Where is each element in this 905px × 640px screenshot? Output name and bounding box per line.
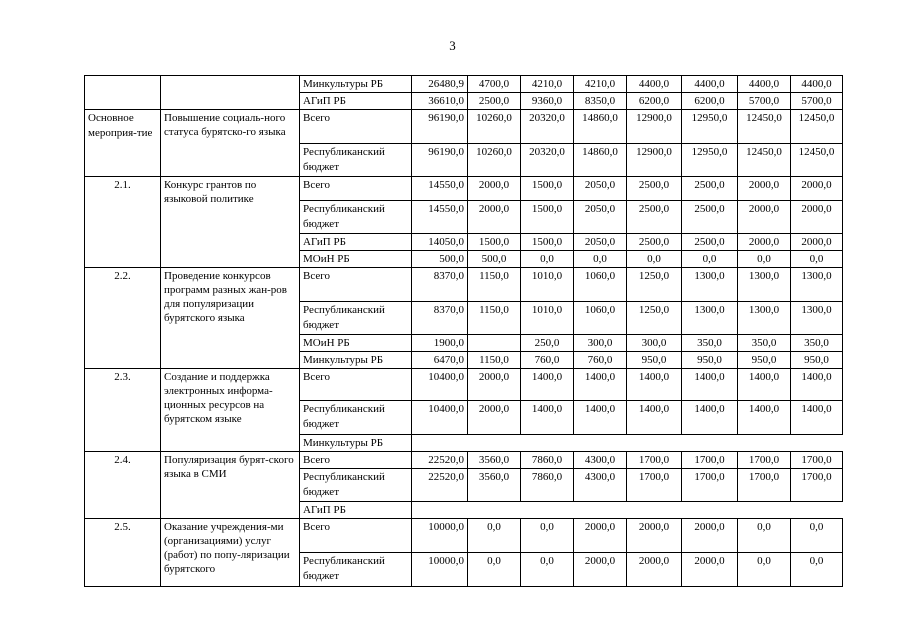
year-value-cell: 2500,0 — [627, 201, 682, 234]
year-value-cell: 950,0 — [791, 352, 843, 369]
year-value-cell: 2000,0 — [627, 553, 682, 587]
year-value-cell: 2000,0 — [468, 201, 521, 234]
year-value-cell: 7860,0 — [521, 469, 574, 502]
year-value-cell: 10260,0 — [468, 144, 521, 177]
year-value-cell: 2000,0 — [574, 519, 627, 553]
total-cell: 8370,0 — [412, 268, 468, 302]
funding-source-cell: МОиН РБ — [300, 335, 412, 352]
activity-name-cell: Популяризация бурят-ского языка в СМИ — [161, 452, 300, 519]
year-value-cell: 1500,0 — [521, 234, 574, 251]
year-value-cell: 14860,0 — [574, 144, 627, 177]
year-value-cell: 4700,0 — [468, 76, 521, 93]
year-value-cell: 950,0 — [682, 352, 738, 369]
empty-value-cell — [412, 502, 843, 519]
year-value-cell: 2050,0 — [574, 234, 627, 251]
year-value-cell: 4300,0 — [574, 469, 627, 502]
year-value-cell: 9360,0 — [521, 93, 574, 110]
activity-name-cell: Проведение конкурсов программ разных жан-ров для популяризации бурятского языка — [161, 268, 300, 369]
funding-source-cell: Всего — [300, 110, 412, 144]
year-value-cell: 2000,0 — [682, 519, 738, 553]
year-value-cell: 2000,0 — [791, 234, 843, 251]
year-value-cell: 2500,0 — [468, 93, 521, 110]
activity-name-cell: Создание и поддержка электронных информа-ционных ресурсов на бурятском языке — [161, 369, 300, 452]
year-value-cell: 4210,0 — [521, 76, 574, 93]
total-cell: 14550,0 — [412, 201, 468, 234]
year-value-cell: 760,0 — [521, 352, 574, 369]
year-value-cell: 1700,0 — [791, 452, 843, 469]
year-value-cell: 1300,0 — [791, 268, 843, 302]
year-value-cell — [468, 335, 521, 352]
year-value-cell: 12900,0 — [627, 110, 682, 144]
funding-source-cell: МОиН РБ — [300, 251, 412, 268]
funding-source-cell: Республиканский бюджет — [300, 144, 412, 177]
year-value-cell: 4300,0 — [574, 452, 627, 469]
table-row — [85, 268, 843, 302]
year-value-cell: 1400,0 — [738, 401, 791, 435]
year-value-cell: 20320,0 — [521, 144, 574, 177]
year-value-cell: 0,0 — [521, 519, 574, 553]
funding-source-cell: Республиканский бюджет — [300, 302, 412, 335]
year-value-cell: 1500,0 — [521, 201, 574, 234]
year-value-cell: 1700,0 — [738, 469, 791, 502]
funding-source-cell: Минкультуры РБ — [300, 435, 412, 452]
year-value-cell: 0,0 — [574, 251, 627, 268]
funding-source-cell: Республиканский бюджет — [300, 553, 412, 587]
year-value-cell: 1060,0 — [574, 268, 627, 302]
year-value-cell: 1300,0 — [791, 302, 843, 335]
year-value-cell: 2000,0 — [574, 553, 627, 587]
year-value-cell: 0,0 — [738, 553, 791, 587]
year-value-cell: 350,0 — [682, 335, 738, 352]
year-value-cell: 1010,0 — [521, 268, 574, 302]
year-value-cell: 12950,0 — [682, 144, 738, 177]
year-value-cell: 1700,0 — [738, 452, 791, 469]
year-value-cell: 1400,0 — [682, 369, 738, 401]
year-value-cell: 12450,0 — [738, 144, 791, 177]
year-value-cell: 6200,0 — [682, 93, 738, 110]
total-cell: 500,0 — [412, 251, 468, 268]
year-value-cell: 0,0 — [468, 519, 521, 553]
year-value-cell: 5700,0 — [738, 93, 791, 110]
year-value-cell: 12950,0 — [682, 110, 738, 144]
year-value-cell: 760,0 — [574, 352, 627, 369]
year-value-cell: 4400,0 — [738, 76, 791, 93]
year-value-cell: 0,0 — [521, 553, 574, 587]
year-value-cell: 2500,0 — [682, 234, 738, 251]
empty-value-cell — [412, 435, 843, 452]
year-value-cell: 350,0 — [738, 335, 791, 352]
total-cell: 96190,0 — [412, 144, 468, 177]
item-number-cell: 2.3. — [85, 369, 161, 452]
year-value-cell: 1300,0 — [682, 302, 738, 335]
funding-source-cell: АГиП РБ — [300, 502, 412, 519]
year-value-cell: 2500,0 — [682, 201, 738, 234]
total-cell: 6470,0 — [412, 352, 468, 369]
total-cell: 14550,0 — [412, 177, 468, 201]
year-value-cell: 2500,0 — [627, 234, 682, 251]
item-number-cell: 2.1. — [85, 177, 161, 268]
year-value-cell: 1400,0 — [574, 369, 627, 401]
year-value-cell: 300,0 — [627, 335, 682, 352]
table-body — [85, 76, 843, 587]
year-value-cell: 0,0 — [521, 251, 574, 268]
funding-source-cell: АГиП РБ — [300, 93, 412, 110]
year-value-cell: 1400,0 — [627, 369, 682, 401]
year-value-cell: 1150,0 — [468, 302, 521, 335]
year-value-cell: 5700,0 — [791, 93, 843, 110]
year-value-cell: 2000,0 — [627, 519, 682, 553]
year-value-cell: 12450,0 — [791, 110, 843, 144]
year-value-cell: 2000,0 — [738, 177, 791, 201]
year-value-cell: 20320,0 — [521, 110, 574, 144]
item-number-cell: 2.4. — [85, 452, 161, 519]
year-value-cell: 4400,0 — [791, 76, 843, 93]
year-value-cell: 0,0 — [738, 251, 791, 268]
funding-source-cell: Всего — [300, 369, 412, 401]
total-cell: 10000,0 — [412, 519, 468, 553]
year-value-cell: 2000,0 — [468, 401, 521, 435]
funding-source-cell: АГиП РБ — [300, 234, 412, 251]
year-value-cell: 1400,0 — [521, 369, 574, 401]
funding-source-cell: Минкультуры РБ — [300, 352, 412, 369]
year-value-cell: 2000,0 — [791, 177, 843, 201]
year-value-cell: 2050,0 — [574, 177, 627, 201]
funding-source-cell: Всего — [300, 268, 412, 302]
year-value-cell: 0,0 — [627, 251, 682, 268]
item-number-cell: Основное мероприя-тие — [85, 110, 161, 177]
total-cell: 10400,0 — [412, 401, 468, 435]
year-value-cell: 2500,0 — [627, 177, 682, 201]
year-value-cell: 2500,0 — [682, 177, 738, 201]
year-value-cell: 1300,0 — [682, 268, 738, 302]
year-value-cell: 2000,0 — [738, 201, 791, 234]
year-value-cell: 0,0 — [468, 553, 521, 587]
year-value-cell: 0,0 — [791, 519, 843, 553]
page-number: 3 — [449, 38, 456, 53]
year-value-cell: 12900,0 — [627, 144, 682, 177]
year-value-cell: 0,0 — [682, 251, 738, 268]
year-value-cell: 1500,0 — [468, 234, 521, 251]
year-value-cell: 1700,0 — [682, 452, 738, 469]
year-value-cell: 12450,0 — [791, 144, 843, 177]
table-row — [85, 519, 843, 553]
total-cell: 96190,0 — [412, 110, 468, 144]
activity-name-cell: Конкурс грантов по языковой политике — [161, 177, 300, 268]
year-value-cell: 8350,0 — [574, 93, 627, 110]
year-value-cell: 6200,0 — [627, 93, 682, 110]
table-row — [85, 369, 843, 401]
year-value-cell: 2000,0 — [468, 177, 521, 201]
table-row — [85, 76, 843, 93]
total-cell: 8370,0 — [412, 302, 468, 335]
year-value-cell: 1250,0 — [627, 302, 682, 335]
year-value-cell: 1700,0 — [627, 469, 682, 502]
funding-source-cell: Республиканский бюджет — [300, 201, 412, 234]
year-value-cell: 1060,0 — [574, 302, 627, 335]
year-value-cell: 4400,0 — [627, 76, 682, 93]
year-value-cell: 950,0 — [738, 352, 791, 369]
year-value-cell: 1300,0 — [738, 268, 791, 302]
year-value-cell: 0,0 — [738, 519, 791, 553]
total-cell: 22520,0 — [412, 469, 468, 502]
year-value-cell: 1700,0 — [682, 469, 738, 502]
funding-source-cell: Всего — [300, 452, 412, 469]
year-value-cell: 2000,0 — [791, 201, 843, 234]
total-cell: 36610,0 — [412, 93, 468, 110]
total-cell: 1900,0 — [412, 335, 468, 352]
year-value-cell: 950,0 — [627, 352, 682, 369]
year-value-cell: 1150,0 — [468, 268, 521, 302]
year-value-cell: 2000,0 — [738, 234, 791, 251]
year-value-cell: 4210,0 — [574, 76, 627, 93]
year-value-cell: 250,0 — [521, 335, 574, 352]
year-value-cell: 350,0 — [791, 335, 843, 352]
total-cell: 26480,9 — [412, 76, 468, 93]
year-value-cell: 0,0 — [791, 553, 843, 587]
year-value-cell: 7860,0 — [521, 452, 574, 469]
activity-name-cell — [161, 76, 300, 110]
year-value-cell: 1400,0 — [521, 401, 574, 435]
year-value-cell: 1400,0 — [791, 401, 843, 435]
year-value-cell: 1300,0 — [738, 302, 791, 335]
activity-name-cell: Оказание учреждения-ми (организациями) услуг (работ) по попу-ляризации бурятского — [161, 519, 300, 587]
year-value-cell: 4400,0 — [682, 76, 738, 93]
item-number-cell — [85, 76, 161, 110]
item-number-cell: 2.5. — [85, 519, 161, 587]
year-value-cell: 1250,0 — [627, 268, 682, 302]
year-value-cell: 1700,0 — [791, 469, 843, 502]
year-value-cell: 3560,0 — [468, 452, 521, 469]
year-value-cell: 2050,0 — [574, 201, 627, 234]
funding-source-cell: Всего — [300, 519, 412, 553]
year-value-cell: 2000,0 — [682, 553, 738, 587]
total-cell: 10000,0 — [412, 553, 468, 587]
year-value-cell: 14860,0 — [574, 110, 627, 144]
year-value-cell: 1150,0 — [468, 352, 521, 369]
year-value-cell: 1010,0 — [521, 302, 574, 335]
total-cell: 14050,0 — [412, 234, 468, 251]
year-value-cell: 1500,0 — [521, 177, 574, 201]
year-value-cell: 300,0 — [574, 335, 627, 352]
total-cell: 10400,0 — [412, 369, 468, 401]
total-cell: 22520,0 — [412, 452, 468, 469]
activity-name-cell: Повышение социаль-ного статуса бурятско-го языка — [161, 110, 300, 177]
table-row — [85, 110, 843, 144]
table-row — [85, 177, 843, 201]
year-value-cell: 1400,0 — [627, 401, 682, 435]
item-number-cell: 2.2. — [85, 268, 161, 369]
year-value-cell: 1700,0 — [627, 452, 682, 469]
table-row — [85, 452, 843, 469]
year-value-cell: 1400,0 — [791, 369, 843, 401]
funding-source-cell: Республиканский бюджет — [300, 469, 412, 502]
funding-source-cell: Минкультуры РБ — [300, 76, 412, 93]
year-value-cell: 2000,0 — [468, 369, 521, 401]
funding-source-cell: Всего — [300, 177, 412, 201]
year-value-cell: 1400,0 — [574, 401, 627, 435]
year-value-cell: 0,0 — [791, 251, 843, 268]
year-value-cell: 12450,0 — [738, 110, 791, 144]
funding-source-cell: Республиканский бюджет — [300, 401, 412, 435]
year-value-cell: 10260,0 — [468, 110, 521, 144]
year-value-cell: 1400,0 — [738, 369, 791, 401]
year-value-cell: 3560,0 — [468, 469, 521, 502]
year-value-cell: 500,0 — [468, 251, 521, 268]
budget-table — [84, 75, 843, 587]
year-value-cell: 1400,0 — [682, 401, 738, 435]
